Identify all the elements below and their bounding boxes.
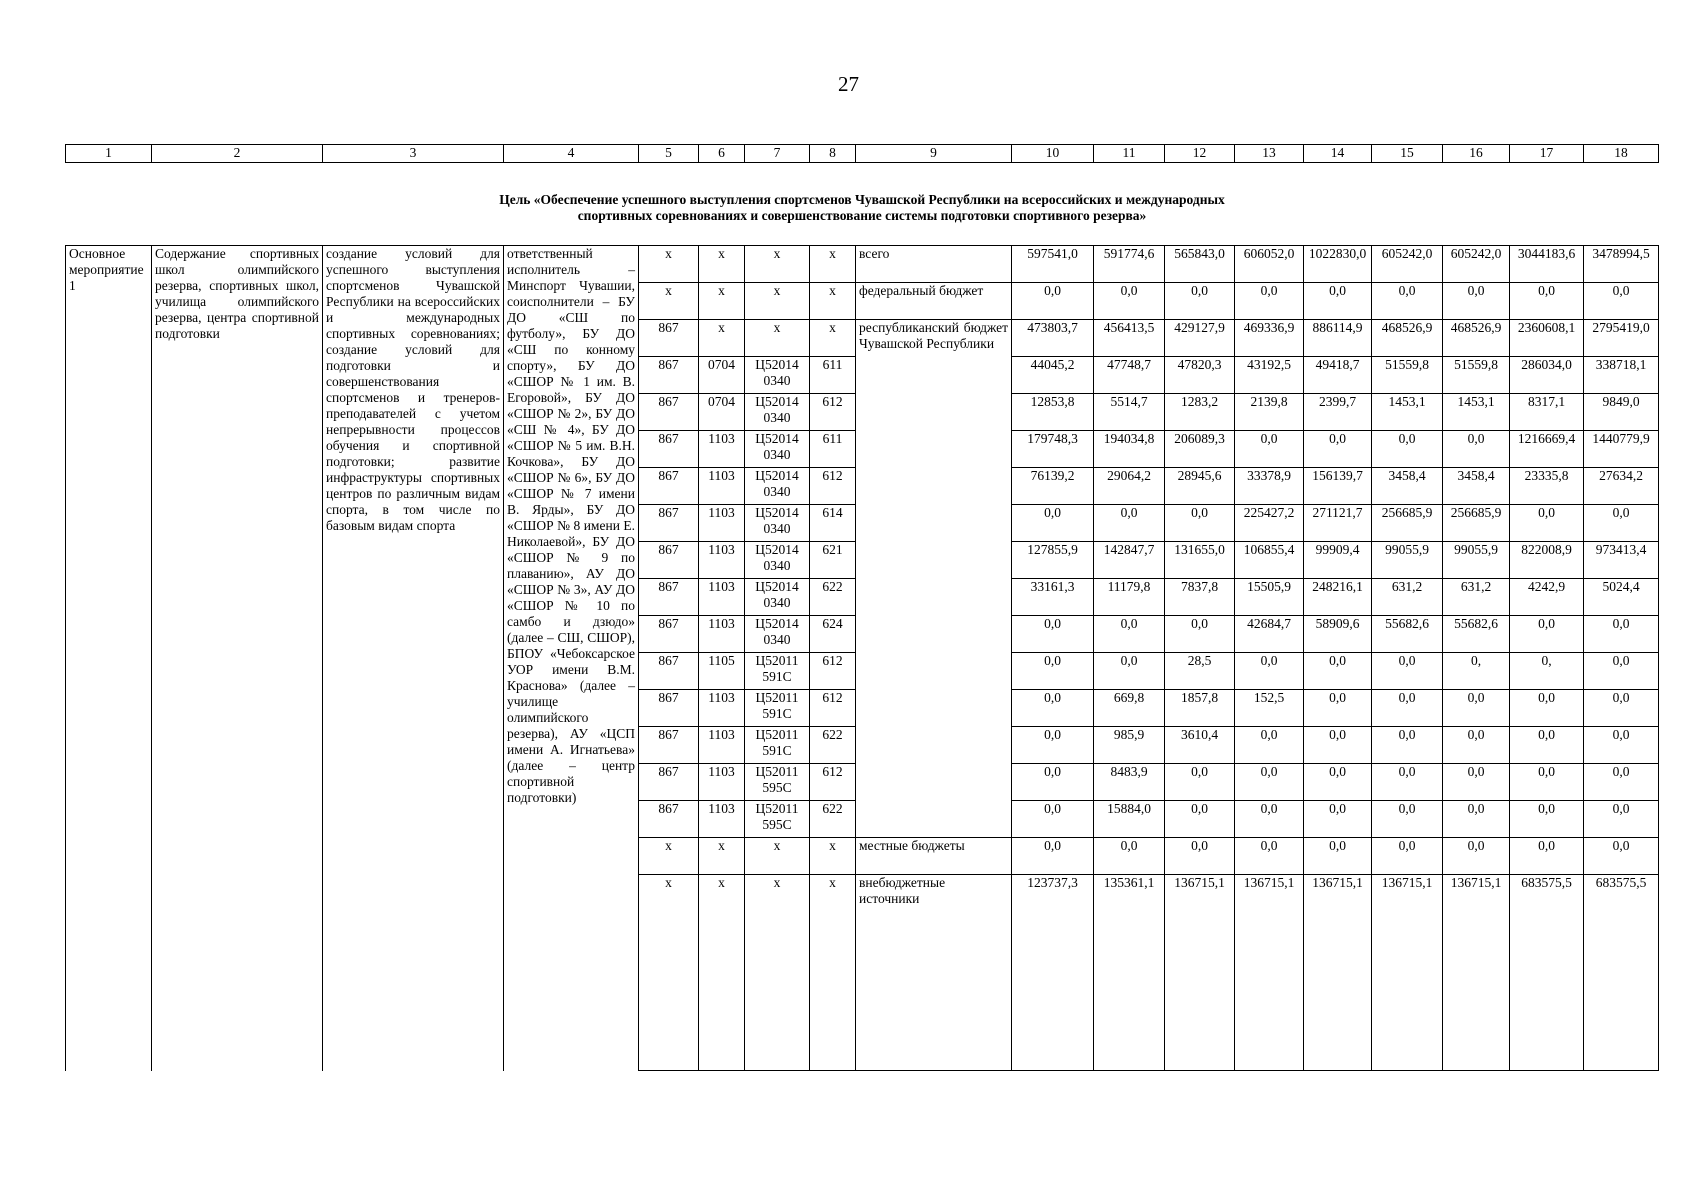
amount-cell: 33378,9 (1235, 468, 1304, 505)
code-cell-c6: 1103 (699, 764, 745, 801)
amount-cell: 0,0 (1012, 764, 1094, 801)
amount-cell: 0,0 (1235, 283, 1304, 320)
amount-cell: 28,5 (1165, 653, 1235, 690)
amount-cell: 0,0 (1510, 838, 1584, 875)
code-cell-c8: 612 (810, 764, 856, 801)
funding-source-cell: местные бюджеты (856, 838, 1012, 875)
amount-cell: 0,0 (1304, 764, 1372, 801)
amount-cell: 0,0 (1235, 801, 1304, 838)
code-cell-c7: х (745, 875, 810, 1071)
amount-cell: 0,0 (1443, 801, 1510, 838)
code-cell-c5: 867 (639, 468, 699, 505)
amount-cell: 99055,9 (1372, 542, 1443, 579)
column-number: 4 (504, 145, 639, 163)
amount-cell: 0,0 (1584, 727, 1659, 764)
amount-cell: 1857,8 (1165, 690, 1235, 727)
amount-cell: 0,0 (1372, 431, 1443, 468)
code-cell-c7: Ц52014 0340 (745, 394, 810, 431)
code-cell-c7: х (745, 283, 810, 320)
column-number: 13 (1235, 145, 1304, 163)
amount-cell: 468526,9 (1443, 320, 1510, 357)
code-cell-c5: 867 (639, 579, 699, 616)
amount-cell: 605242,0 (1372, 246, 1443, 283)
code-cell-c6: 1103 (699, 542, 745, 579)
amount-cell: 469336,9 (1235, 320, 1304, 357)
measure-name-cell: Содержание спортивных школ олимпийского резерва, спортивных школ, училища олимпийского резерва, центра спортивной подготовки (152, 246, 323, 1071)
measure-type-cell: Основное мероприятие 1 (66, 246, 152, 1071)
funding-source-cell: всего (856, 246, 1012, 283)
code-cell-c8: 624 (810, 616, 856, 653)
code-cell-c6: 1105 (699, 653, 745, 690)
amount-cell: 0,0 (1372, 653, 1443, 690)
code-cell-c6: х (699, 283, 745, 320)
amount-cell: 0,0 (1443, 764, 1510, 801)
code-cell-c8: 612 (810, 468, 856, 505)
amount-cell: 0,0 (1372, 764, 1443, 801)
code-cell-c5: 867 (639, 357, 699, 394)
amount-cell: 565843,0 (1165, 246, 1235, 283)
column-number: 5 (639, 145, 699, 163)
amount-cell: 985,9 (1094, 727, 1165, 764)
amount-cell: 0,0 (1165, 616, 1235, 653)
amount-cell: 156139,7 (1304, 468, 1372, 505)
code-cell-c5: 867 (639, 653, 699, 690)
amount-cell: 3610,4 (1165, 727, 1235, 764)
column-number: 9 (856, 145, 1012, 163)
amount-cell: 0,0 (1012, 616, 1094, 653)
code-cell-c7: Ц52011 595С (745, 801, 810, 838)
amount-cell: 1283,2 (1165, 394, 1235, 431)
amount-cell: 123737,3 (1012, 875, 1094, 1071)
amount-cell: 683575,5 (1584, 875, 1659, 1071)
amount-cell: 2795419,0 (1584, 320, 1659, 357)
code-cell-c6: 1103 (699, 727, 745, 764)
goal-heading (66, 163, 1659, 246)
amount-cell: 33161,3 (1012, 579, 1094, 616)
amount-cell: 0,0 (1165, 283, 1235, 320)
amount-cell: 0,0 (1443, 431, 1510, 468)
code-cell-c7: Ц52011 591С (745, 727, 810, 764)
column-number: 11 (1094, 145, 1165, 163)
amount-cell: 0,0 (1304, 801, 1372, 838)
amount-cell: 136715,1 (1372, 875, 1443, 1071)
amount-cell: 0,0 (1510, 616, 1584, 653)
amount-cell: 0,0 (1304, 653, 1372, 690)
column-number: 10 (1012, 145, 1094, 163)
amount-cell: 606052,0 (1235, 246, 1304, 283)
amount-cell: 0,0 (1094, 505, 1165, 542)
amount-cell: 152,5 (1235, 690, 1304, 727)
code-cell-c6: 1103 (699, 579, 745, 616)
amount-cell: 456413,5 (1094, 320, 1165, 357)
amount-cell: 0,0 (1584, 505, 1659, 542)
amount-cell: 631,2 (1372, 579, 1443, 616)
code-cell-c6: 1103 (699, 468, 745, 505)
amount-cell: 1440779,9 (1584, 431, 1659, 468)
amount-cell: 47820,3 (1165, 357, 1235, 394)
goal-heading-line: спортивных соревнованиях и совершенствование системы подготовки спортивного резерва» (577, 208, 1147, 223)
amount-cell: 0,0 (1012, 283, 1094, 320)
amount-cell: 99055,9 (1443, 542, 1510, 579)
amount-cell: 0,0 (1510, 801, 1584, 838)
amount-cell: 0,0 (1235, 653, 1304, 690)
amount-cell: 15505,9 (1235, 579, 1304, 616)
code-cell-c7: Ц52011 591С (745, 690, 810, 727)
code-cell-c8: 622 (810, 727, 856, 764)
amount-cell: 0,0 (1372, 801, 1443, 838)
amount-cell: 194034,8 (1094, 431, 1165, 468)
amount-cell: 631,2 (1443, 579, 1510, 616)
code-cell-c7: х (745, 838, 810, 875)
code-cell-c7: Ц52014 0340 (745, 542, 810, 579)
amount-cell: 973413,4 (1584, 542, 1659, 579)
amount-cell: 248216,1 (1304, 579, 1372, 616)
amount-cell: 0,0 (1094, 616, 1165, 653)
column-number: 15 (1372, 145, 1443, 163)
amount-cell: 0,0 (1510, 764, 1584, 801)
amount-cell: 1453,1 (1443, 394, 1510, 431)
amount-cell: 256685,9 (1443, 505, 1510, 542)
column-number: 7 (745, 145, 810, 163)
amount-cell: 669,8 (1094, 690, 1165, 727)
code-cell-c8: 622 (810, 801, 856, 838)
code-cell-c8: 611 (810, 357, 856, 394)
amount-cell: 29064,2 (1094, 468, 1165, 505)
amount-cell: 142847,7 (1094, 542, 1165, 579)
amount-cell: 0,0 (1584, 690, 1659, 727)
amount-cell: 886114,9 (1304, 320, 1372, 357)
code-cell-c8: х (810, 875, 856, 1071)
code-cell-c7: х (745, 320, 810, 357)
amount-cell: 597541,0 (1012, 246, 1094, 283)
code-cell-c5: 867 (639, 394, 699, 431)
amount-cell: 473803,7 (1012, 320, 1094, 357)
column-number-row (66, 145, 1659, 163)
amount-cell: 256685,9 (1372, 505, 1443, 542)
code-cell-c5: 867 (639, 616, 699, 653)
amount-cell: 5024,4 (1584, 579, 1659, 616)
amount-cell: 0,0 (1235, 764, 1304, 801)
amount-cell: 338718,1 (1584, 357, 1659, 394)
code-cell-c8: 612 (810, 690, 856, 727)
amount-cell: 49418,7 (1304, 357, 1372, 394)
amount-cell: 0,0 (1372, 838, 1443, 875)
amount-cell: 605242,0 (1443, 246, 1510, 283)
code-cell-c5: х (639, 246, 699, 283)
program-table (65, 144, 1659, 1071)
amount-cell: 0,0 (1584, 801, 1659, 838)
amount-cell: 135361,1 (1094, 875, 1165, 1071)
code-cell-c7: Ц52014 0340 (745, 505, 810, 542)
amount-cell: 8483,9 (1094, 764, 1165, 801)
column-number: 2 (152, 145, 323, 163)
code-cell-c7: х (745, 246, 810, 283)
amount-cell: 3478994,5 (1584, 246, 1659, 283)
column-number: 1 (66, 145, 152, 163)
amount-cell: 42684,7 (1235, 616, 1304, 653)
amount-cell: 0,0 (1372, 727, 1443, 764)
amount-cell: 822008,9 (1510, 542, 1584, 579)
code-cell-c6: х (699, 875, 745, 1071)
amount-cell: 2360608,1 (1510, 320, 1584, 357)
code-cell-c8: х (810, 246, 856, 283)
amount-cell: 179748,3 (1012, 431, 1094, 468)
amount-cell: 0,0 (1094, 838, 1165, 875)
amount-cell: 131655,0 (1165, 542, 1235, 579)
column-number: 16 (1443, 145, 1510, 163)
amount-cell: 99909,4 (1304, 542, 1372, 579)
amount-cell: 0,0 (1443, 838, 1510, 875)
code-cell-c5: 867 (639, 727, 699, 764)
amount-cell: 0,0 (1165, 838, 1235, 875)
code-cell-c6: х (699, 838, 745, 875)
amount-cell: 106855,4 (1235, 542, 1304, 579)
amount-cell: 0,0 (1235, 838, 1304, 875)
amount-cell: 0,0 (1584, 764, 1659, 801)
amount-cell: 3044183,6 (1510, 246, 1584, 283)
amount-cell: 136715,1 (1235, 875, 1304, 1071)
table-row (66, 246, 1659, 283)
amount-cell: 0,0 (1012, 653, 1094, 690)
amount-cell: 0,0 (1012, 690, 1094, 727)
amount-cell: 0,0 (1235, 431, 1304, 468)
code-cell-c7: Ц52014 0340 (745, 431, 810, 468)
amount-cell: 0,0 (1584, 838, 1659, 875)
goal-heading-row (66, 163, 1659, 246)
amount-cell: 44045,2 (1012, 357, 1094, 394)
amount-cell: 11179,8 (1094, 579, 1165, 616)
amount-cell: 3458,4 (1372, 468, 1443, 505)
amount-cell: 0,0 (1584, 653, 1659, 690)
column-number: 3 (323, 145, 504, 163)
code-cell-c8: 614 (810, 505, 856, 542)
amount-cell: 0, (1443, 653, 1510, 690)
code-cell-c7: Ц52014 0340 (745, 579, 810, 616)
table-body (66, 145, 1659, 1071)
column-number: 6 (699, 145, 745, 163)
amount-cell: 4242,9 (1510, 579, 1584, 616)
amount-cell: 47748,7 (1094, 357, 1165, 394)
code-cell-c6: 0704 (699, 394, 745, 431)
amount-cell: 0,0 (1235, 727, 1304, 764)
code-cell-c6: 1103 (699, 616, 745, 653)
funding-source-cell: республиканский бюджет Чувашской Республики (856, 320, 1012, 838)
amount-cell: 51559,8 (1372, 357, 1443, 394)
code-cell-c8: х (810, 283, 856, 320)
amount-cell: 0,0 (1012, 801, 1094, 838)
amount-cell: 5514,7 (1094, 394, 1165, 431)
amount-cell: 2139,8 (1235, 394, 1304, 431)
code-cell-c5: 867 (639, 764, 699, 801)
code-cell-c8: 612 (810, 394, 856, 431)
amount-cell: 0,0 (1012, 727, 1094, 764)
code-cell-c8: 611 (810, 431, 856, 468)
funding-source-cell: внебюджетные источники (856, 875, 1012, 1071)
amount-cell: 58909,6 (1304, 616, 1372, 653)
measure-goal-cell: создание условий для успешного выступления спортсменов Чувашской Республики на всероссийских и международных спортивных соревнованиях; создание условий для подготовки и совершенствования спортсменов и тренеров-преподавателей с учетом непрерывности процессов обучения и спортивной подготовки; развитие инфраструктуры спортивных центров по различным видам спорта, в том числе по базовым видам спорта (323, 246, 504, 1071)
code-cell-c7: Ц52014 0340 (745, 357, 810, 394)
column-number: 12 (1165, 145, 1235, 163)
page-number: 27 (838, 72, 859, 96)
amount-cell: 136715,1 (1304, 875, 1372, 1071)
amount-cell: 1022830,0 (1304, 246, 1372, 283)
amount-cell: 0,0 (1012, 505, 1094, 542)
amount-cell: 55682,6 (1372, 616, 1443, 653)
funding-source-cell: федеральный бюджет (856, 283, 1012, 320)
amount-cell: 0,0 (1443, 283, 1510, 320)
amount-cell: 683575,5 (1510, 875, 1584, 1071)
amount-cell: 206089,3 (1165, 431, 1235, 468)
amount-cell: 43192,5 (1235, 357, 1304, 394)
amount-cell: 0,0 (1094, 283, 1165, 320)
amount-cell: 0,0 (1304, 838, 1372, 875)
amount-cell: 9849,0 (1584, 394, 1659, 431)
code-cell-c6: 0704 (699, 357, 745, 394)
code-cell-c5: х (639, 283, 699, 320)
code-cell-c7: Ц52011 591С (745, 653, 810, 690)
code-cell-c8: 612 (810, 653, 856, 690)
amount-cell: 27634,2 (1584, 468, 1659, 505)
code-cell-c7: Ц52014 0340 (745, 616, 810, 653)
amount-cell: 8317,1 (1510, 394, 1584, 431)
code-cell-c6: х (699, 246, 745, 283)
amount-cell: 0, (1510, 653, 1584, 690)
amount-cell: 0,0 (1304, 727, 1372, 764)
column-number: 14 (1304, 145, 1372, 163)
amount-cell: 0,0 (1443, 690, 1510, 727)
code-cell-c5: 867 (639, 801, 699, 838)
amount-cell: 136715,1 (1443, 875, 1510, 1071)
code-cell-c5: 867 (639, 542, 699, 579)
amount-cell: 15884,0 (1094, 801, 1165, 838)
column-number: 18 (1584, 145, 1659, 163)
amount-cell: 1216669,4 (1510, 431, 1584, 468)
amount-cell: 0,0 (1165, 801, 1235, 838)
amount-cell: 0,0 (1304, 690, 1372, 727)
code-cell-c5: 867 (639, 320, 699, 357)
amount-cell: 127855,9 (1012, 542, 1094, 579)
amount-cell: 7837,8 (1165, 579, 1235, 616)
amount-cell: 286034,0 (1510, 357, 1584, 394)
code-cell-c5: 867 (639, 431, 699, 468)
code-cell-c5: 867 (639, 690, 699, 727)
amount-cell: 271121,7 (1304, 505, 1372, 542)
amount-cell: 0,0 (1372, 690, 1443, 727)
amount-cell: 225427,2 (1235, 505, 1304, 542)
code-cell-c8: 621 (810, 542, 856, 579)
amount-cell: 0,0 (1304, 431, 1372, 468)
amount-cell: 0,0 (1012, 838, 1094, 875)
amount-cell: 591774,6 (1094, 246, 1165, 283)
column-number: 8 (810, 145, 856, 163)
amount-cell: 0,0 (1304, 283, 1372, 320)
amount-cell: 1453,1 (1372, 394, 1443, 431)
amount-cell: 0,0 (1094, 653, 1165, 690)
amount-cell: 0,0 (1165, 764, 1235, 801)
column-number: 17 (1510, 145, 1584, 163)
goal-heading-line: Цель «Обеспечение успешного выступления спортсменов Чувашской Республики на всероссийских и международных (499, 192, 1225, 207)
amount-cell: 429127,9 (1165, 320, 1235, 357)
code-cell-c6: 1103 (699, 431, 745, 468)
amount-cell: 0,0 (1510, 690, 1584, 727)
code-cell-c6: х (699, 320, 745, 357)
code-cell-c6: 1103 (699, 690, 745, 727)
code-cell-c5: 867 (639, 505, 699, 542)
executor-cell: ответственный исполнитель – Минспорт Чувашии, соисполнители – БУ ДО «СШ по футболу», БУ ДО «СШ по конному спорту», БУ ДО «СШОР № 1 им. В. Егоровой», БУ ДО «СШОР № 2», БУ ДО «СШ № 4», БУ ДО «СШОР № 5 им. В.Н. Кочкова», БУ ДО «СШОР № 6», БУ ДО «СШОР № 7 имени В. Ярды», БУ ДО «СШОР № 8 имени Е. Николаевой», БУ ДО «СШОР № 9 по плаванию», АУ ДО «СШОР № 3», АУ ДО «СШОР № 10 по самбо и дзюдо» (далее – СШ, СШОР), БПОУ «Чебоксарское УОР имени В.М. Краснова» (далее – училище олимпийского резерва), АУ «ЦСП имени А. Игнатьева» (далее – центр спортивной подготовки) (504, 246, 639, 1071)
amount-cell: 55682,6 (1443, 616, 1510, 653)
amount-cell: 2399,7 (1304, 394, 1372, 431)
amount-cell: 0,0 (1584, 616, 1659, 653)
amount-cell: 0,0 (1510, 283, 1584, 320)
amount-cell: 468526,9 (1372, 320, 1443, 357)
code-cell-c8: х (810, 838, 856, 875)
code-cell-c6: 1103 (699, 801, 745, 838)
amount-cell: 28945,6 (1165, 468, 1235, 505)
amount-cell: 0,0 (1443, 727, 1510, 764)
amount-cell: 23335,8 (1510, 468, 1584, 505)
amount-cell: 51559,8 (1443, 357, 1510, 394)
code-cell-c8: 622 (810, 579, 856, 616)
amount-cell: 0,0 (1510, 505, 1584, 542)
amount-cell: 0,0 (1510, 727, 1584, 764)
amount-cell: 12853,8 (1012, 394, 1094, 431)
code-cell-c5: х (639, 838, 699, 875)
amount-cell: 3458,4 (1443, 468, 1510, 505)
code-cell-c5: х (639, 875, 699, 1071)
amount-cell: 0,0 (1584, 283, 1659, 320)
amount-cell: 136715,1 (1165, 875, 1235, 1071)
code-cell-c7: Ц52011 595С (745, 764, 810, 801)
amount-cell: 0,0 (1165, 505, 1235, 542)
code-cell-c7: Ц52014 0340 (745, 468, 810, 505)
amount-cell: 76139,2 (1012, 468, 1094, 505)
amount-cell: 0,0 (1372, 283, 1443, 320)
code-cell-c6: 1103 (699, 505, 745, 542)
code-cell-c8: х (810, 320, 856, 357)
